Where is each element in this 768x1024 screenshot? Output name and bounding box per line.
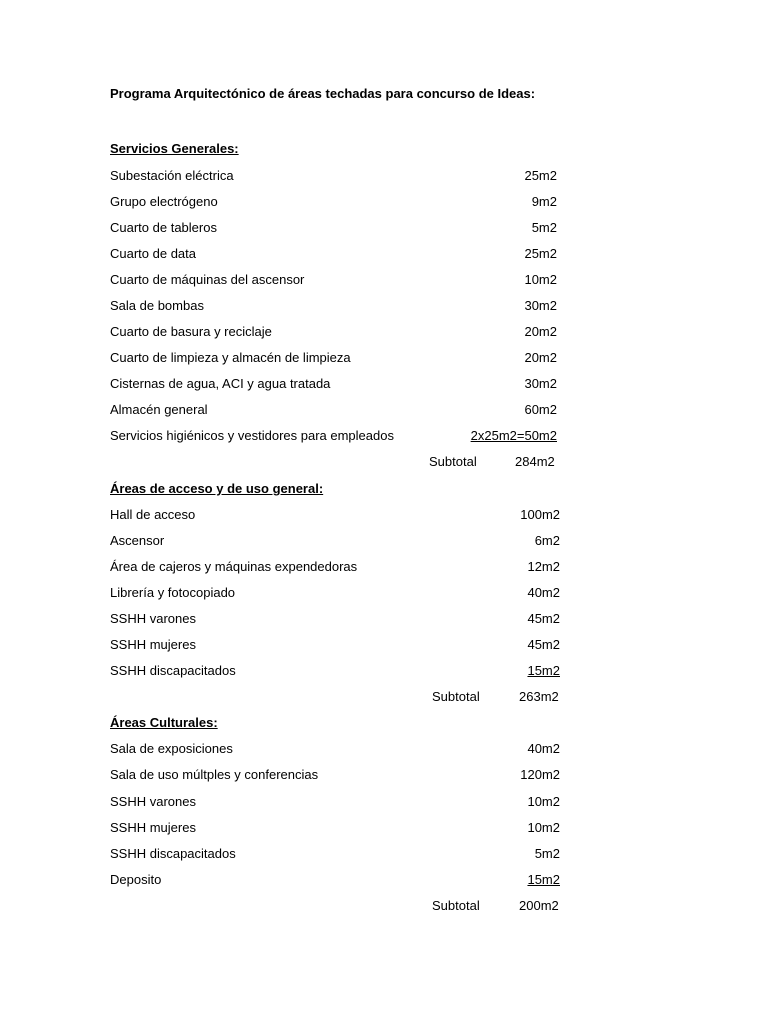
item-value: 9m2 [531, 194, 557, 209]
list-item [110, 663, 560, 679]
document-title: Programa Arquitectónico de áreas techadas para concurso de Ideas: [110, 86, 536, 101]
item-label: Hall de acceso [110, 507, 196, 522]
subtotal-value: 200m2 [519, 898, 559, 913]
list-item [110, 507, 560, 523]
item-label: Ascensor [110, 533, 165, 548]
item-value: 12m2 [527, 559, 560, 574]
list-item [110, 272, 560, 288]
item-label: Cuarto de máquinas del ascensor [110, 272, 305, 287]
subtotal-value: 284m2 [515, 454, 555, 469]
list-item [110, 350, 560, 366]
subtotal-label: Subtotal [432, 898, 480, 913]
item-value: 45m2 [527, 611, 560, 626]
item-label: Cisternas de agua, ACI y agua tratada [110, 376, 331, 391]
item-label: SSHH discapacitados [110, 846, 236, 861]
item-label: SSHH varones [110, 611, 196, 626]
item-value: 2x25m2=50m2 [470, 428, 557, 443]
list-item [110, 246, 560, 262]
item-value: 5m2 [534, 846, 560, 861]
list-item [110, 794, 560, 810]
list-item [110, 741, 560, 757]
item-label: SSHH mujeres [110, 637, 196, 652]
item-label: Sala de exposiciones [110, 741, 233, 756]
list-item [110, 767, 560, 783]
item-value: 100m2 [520, 507, 560, 522]
item-label: Área de cajeros y máquinas expendedoras [110, 559, 358, 574]
section-heading-areas-culturales: Áreas Culturales: [110, 715, 218, 730]
item-value: 20m2 [524, 350, 557, 365]
item-value: 40m2 [527, 741, 560, 756]
item-value: 40m2 [527, 585, 560, 600]
list-item [110, 194, 560, 210]
item-label: Grupo electrógeno [110, 194, 218, 209]
item-label: Sala de uso múltples y conferencias [110, 767, 319, 782]
item-value: 10m2 [527, 794, 560, 809]
list-item [110, 637, 560, 653]
list-item [110, 168, 560, 184]
section-heading-servicios-generales: Servicios Generales: [110, 141, 239, 156]
item-value: 10m2 [524, 272, 557, 287]
item-label: Cuarto de data [110, 246, 197, 261]
item-label: Sala de bombas [110, 298, 204, 313]
subtotal-label: Subtotal [432, 689, 480, 704]
item-value: 15m2 [527, 663, 560, 678]
section-heading-areas-acceso: Áreas de acceso y de uso general: [110, 481, 324, 496]
item-value: 15m2 [527, 872, 560, 887]
list-item [110, 220, 560, 236]
list-item [110, 428, 560, 444]
subtotal-value: 263m2 [519, 689, 559, 704]
item-value: 25m2 [524, 246, 557, 261]
item-label: SSHH discapacitados [110, 663, 236, 678]
item-value: 45m2 [527, 637, 560, 652]
list-item [110, 820, 560, 836]
item-value: 60m2 [524, 402, 557, 417]
item-label: Cuarto de basura y reciclaje [110, 324, 272, 339]
item-label: Servicios higiénicos y vestidores para empleados [110, 428, 394, 443]
list-item [110, 846, 560, 862]
item-label: Cuarto de limpieza y almacén de limpieza [110, 350, 351, 365]
list-item [110, 533, 560, 549]
list-item [110, 324, 560, 340]
subtotal-label: Subtotal [429, 454, 477, 469]
item-label: Subestación eléctrica [110, 168, 234, 183]
item-label: Librería y fotocopiado [110, 585, 236, 600]
list-item [110, 611, 560, 627]
item-value: 6m2 [534, 533, 560, 548]
item-label: SSHH varones [110, 794, 196, 809]
list-item [110, 402, 560, 418]
item-value: 10m2 [527, 820, 560, 835]
list-item [110, 559, 560, 575]
item-value: 30m2 [524, 376, 557, 391]
item-label: Almacén general [110, 402, 208, 417]
item-value: 30m2 [524, 298, 557, 313]
list-item [110, 872, 560, 888]
item-value: 120m2 [520, 767, 560, 782]
list-item [110, 298, 560, 314]
item-value: 20m2 [524, 324, 557, 339]
item-value: 5m2 [531, 220, 557, 235]
item-label: Cuarto de tableros [110, 220, 217, 235]
list-item [110, 376, 560, 392]
item-value: 25m2 [524, 168, 557, 183]
list-item [110, 585, 560, 601]
item-label: Deposito [110, 872, 162, 887]
item-label: SSHH mujeres [110, 820, 196, 835]
